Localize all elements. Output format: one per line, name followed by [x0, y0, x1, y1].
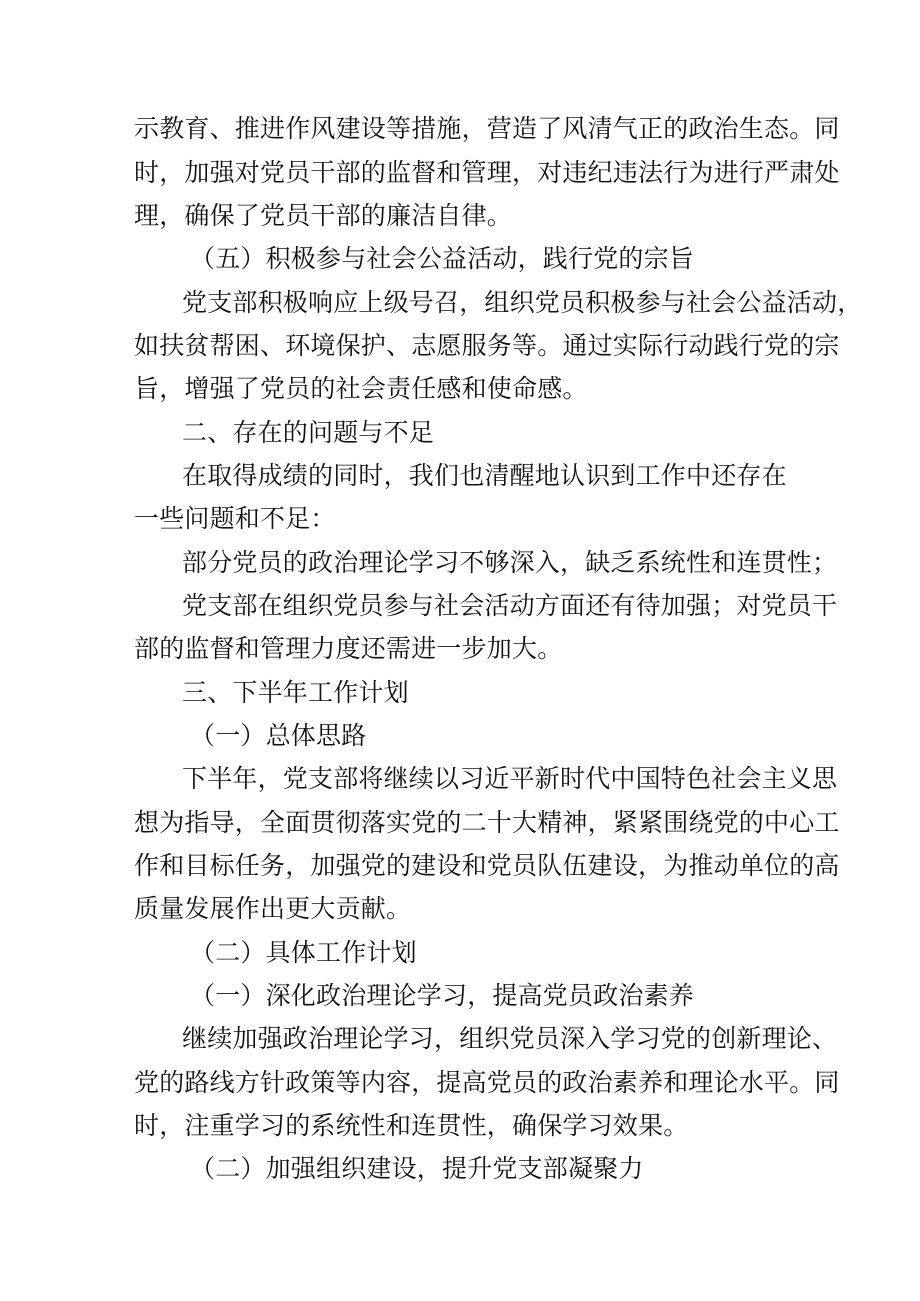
- paragraph-line: 党支部在组织党员参与社会活动方面还有待加强；对党员干: [182, 591, 838, 620]
- paragraph-line: 下半年，党支部将继续以习近平新时代中国特色社会主义思: [182, 764, 838, 793]
- paragraph-line: 时，加强对党员干部的监督和管理，对违纪违法行为进行严肃处: [134, 158, 840, 187]
- paragraph-line: 时，注重学习的系统性和连贯性，确保学习效果。: [134, 1111, 689, 1140]
- subheading-2: （二）具体工作计划: [190, 938, 417, 967]
- paragraph-line: 如扶贫帮困、环境保护、志愿服务等。通过实际行动践行党的宗: [134, 331, 840, 360]
- paragraph-line: 党支部积极响应上级号召，组织党员积极参与社会公益活动，: [182, 288, 863, 317]
- subheading-2-item: （二）加强组织建设，提升党支部凝聚力: [190, 1154, 644, 1183]
- section-heading-2: 二、存在的问题与不足: [182, 418, 435, 447]
- section-heading-3: 三、下半年工作计划: [182, 678, 409, 707]
- paragraph-line: 质量发展作出更大贡献。: [134, 894, 412, 923]
- paragraph-line: 旨，增强了党员的社会责任感和使命感。: [134, 374, 588, 403]
- paragraph-line: 想为指导，全面贯彻落实党的二十大精神，紧紧围绕党的中心工: [134, 808, 840, 837]
- subheading-1-item: （一）深化政治理论学习，提高党员政治素养: [190, 981, 695, 1010]
- paragraph-line: 部分党员的政治理论学习不够深入，缺乏系统性和连贯性；: [182, 548, 838, 577]
- paragraph-line: 在取得成绩的同时，我们也清醒地认识到工作中还存在: [182, 461, 787, 490]
- paragraph-line: 一些问题和不足：: [134, 504, 336, 533]
- paragraph-line: 党的路线方针政策等内容，提高党员的政治素养和理论水平。同: [134, 1068, 840, 1097]
- paragraph-line: 作和目标任务，加强党的建设和党员队伍建设，为推动单位的高: [134, 851, 840, 880]
- paragraph-line: 部的监督和管理力度还需进一步加大。: [134, 634, 563, 663]
- paragraph-line: 示教育、推进作风建设等措施，营造了风清气正的政治生态。同: [134, 114, 840, 143]
- subheading-1: （一）总体思路: [190, 721, 367, 750]
- paragraph-line: 继续加强政治理论学习，组织党员深入学习党的创新理论、: [182, 1024, 838, 1053]
- subheading-5: （五）积极参与社会公益活动，践行党的宗旨: [190, 244, 695, 273]
- paragraph-line: 理，确保了党员干部的廉洁自律。: [134, 201, 513, 230]
